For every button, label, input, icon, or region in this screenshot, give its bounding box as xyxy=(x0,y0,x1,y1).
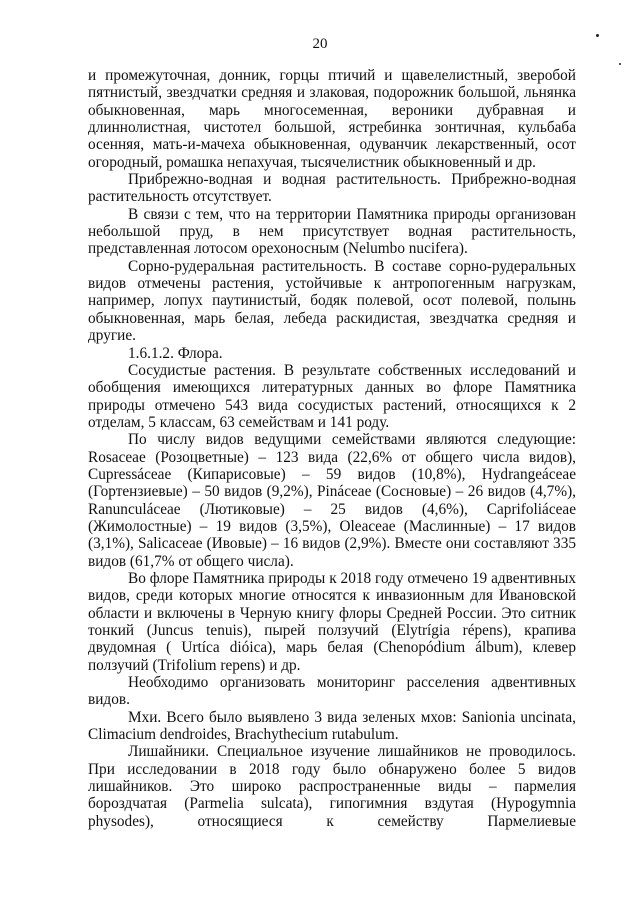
paragraph-pond: В связи с тем, что на территории Памятника природы организован небольшой пруд, в нем присутствует водная растительность, представленная лотосом орехоносным (Nelumbo nucifera). xyxy=(88,205,576,258)
section-heading-flora: 1.6.1.2. Флора. xyxy=(128,344,223,362)
paragraph-ruderal-vegetation: Сорно-рудеральная растительность. В составе сорно-рудеральных видов отмечены растения, устойчивые к антропогенным нагрузкам, например, лопух паутинистый, бодяк полевой, осот полевой, полынь обыкновенная, марь белая, лебеда раскидистая, звездчатка средняя и другие. xyxy=(88,257,576,345)
paragraph-monitoring: Необходимо организовать мониторинг расселения адвентивных видов. xyxy=(88,674,576,709)
scan-speck xyxy=(619,63,621,65)
paragraph-mosses: Мхи. Всего было выявлено 3 вида зеленых мхов: Sanionia uncinata, Climacium dendroides, Brachythecium rutabulum. xyxy=(88,708,576,744)
paragraph-vascular-plants: Сосудистые растения. В результате собственных исследований и обобщения имеющихся литературных данных во флоре Памятника природы отмечено 543 вида сосудистых растений, относящихся к 2 отделам, 5 классам, 63 семействам и 141 роду. xyxy=(88,361,576,431)
page-number: 20 xyxy=(312,36,328,52)
scan-speck xyxy=(596,34,599,37)
paragraph-leading-families: По числу видов ведущими семействами являются следующие: Rosaceae (Розоцветные) – 123 вида (22,6% от общего числа видов), Cupressáceae (Кипарисовые) – 59 видов (10,8%), Hydrangeáceae (Гортензиевые) – 50 видов (9,2%), Pináceae (Сосновые) – 26 видов (4,7%), Ranunculáceae (Лютиковые) – 25 видов (4,6%), Caprifoliáceae (Жимолостные) – 19 видов (3,5%), Oleaceae (Маслинные) – 17 видов (3,1%), Salicaceae (Ивовые) – 16 видов (2,9%). Вместе они составляют 335 видов (61,7% от общего числа). xyxy=(88,431,576,570)
paragraph-weeds-continued: и промежуточная, донник, горцы птичий и щавелелистный, зверобой пятнистый, звездчатки средняя и злаковая, подорожник большой, льнянка обыкновенная, марь многосеменная, вероники дубравная и длиннолистная, чистотел большой, ястребинка зонтичная, кульбаба осенняя, мать-и-мачеха обыкновенная, одуванчик лекарственный, осот огородный, ромашка непахучая, тысячелистник обыкновенный и др. xyxy=(88,67,576,171)
paragraph-coastal-vegetation: Прибрежно-водная и водная растительность. Прибрежно-водная растительность отсутствует. xyxy=(88,171,576,206)
paragraph-lichens: Лишайники. Специальное изучение лишайников не проводилось. При исследовании в 2018 году было обнаружено более 5 видов лишайников. Это широко распространенные виды – пармелия бороздчатая (Parmelia sulcata), гипогимния вздутая (Hypogymnia physodes), относящиеся к семейству Пармелиевые xyxy=(88,743,576,830)
document-body xyxy=(88,67,576,830)
paragraph-adventive-species: Во флоре Памятника природы к 2018 году отмечено 19 адвентивных видов, среди которых многие относятся к инвазионным для Ивановской области и включены в Черную книгу флоры Средней России. Это ситник тонкий (Juncus tenuis), пырей ползучий (Elytrígia répens), крапива двудомная ( Urtíca dióica), марь белая (Chenopódium álbum), клевер ползучий (Trifolium repens) и др. xyxy=(88,569,576,674)
